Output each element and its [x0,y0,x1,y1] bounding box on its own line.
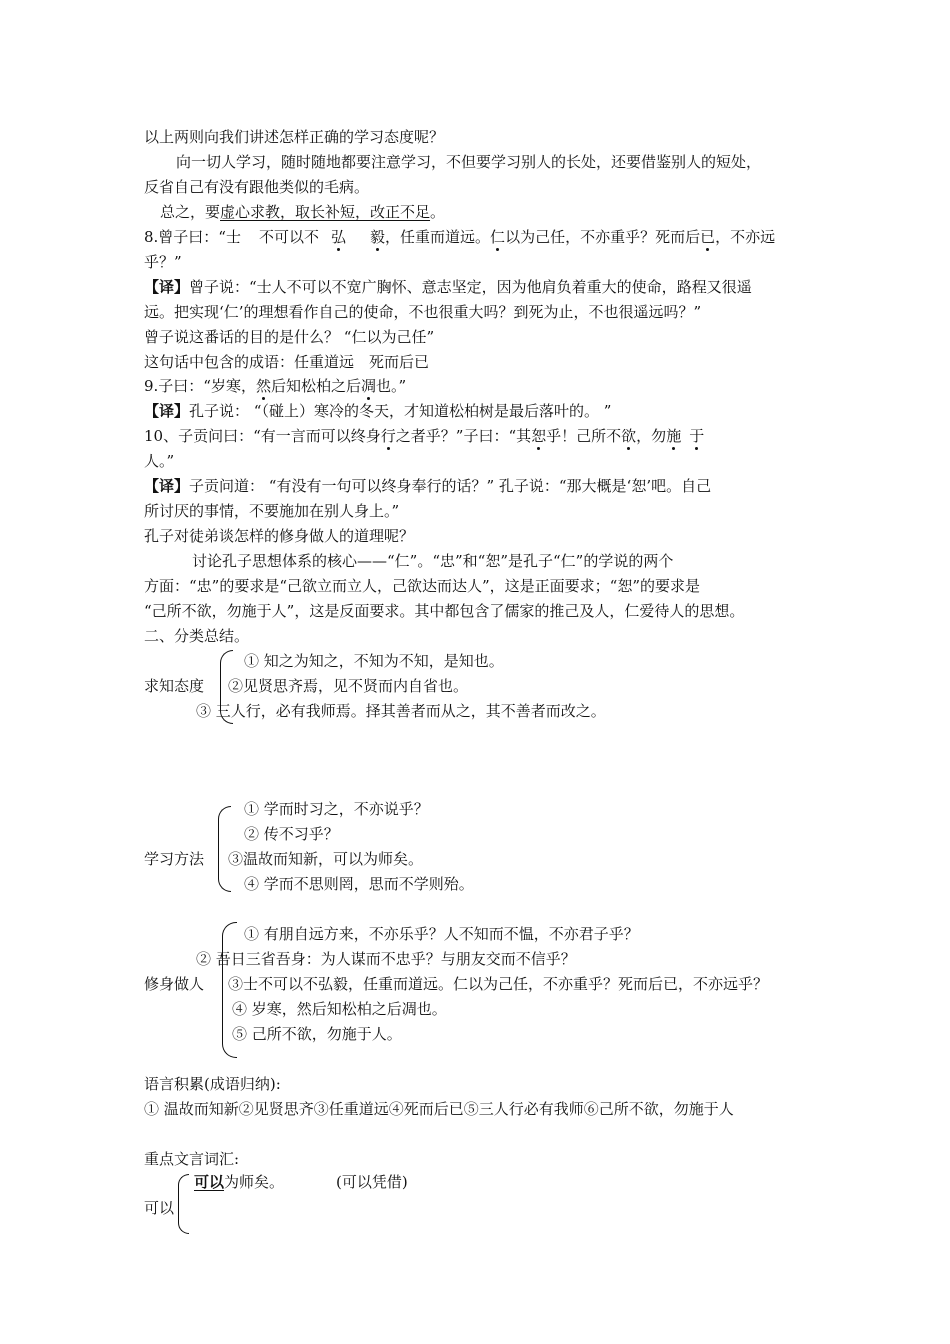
group2-item: ③温故而知新，可以为师矣。 [228,850,424,868]
translation-8-line2: 远。把实现‘仁’的理想看作自己的使命，不也很重大吗？到死为止，不也很遥远吗？” [144,303,702,321]
discussion-line2: 方面：“忠”的要求是“己欲立而立人，己欲达而达人”，这是正面要求；“恕”的要求是 [144,577,701,595]
vocab-label: 可以 [144,1199,175,1217]
translation-9 [144,401,611,421]
group1-label: 求知态度 [144,677,205,695]
dotted-char: 弘 [331,228,347,246]
answer-paragraph-line1: 向一切人学习，随时随地都要注意学习，不但要学习别人的长处，还要借鉴别人的短处， [176,153,762,171]
group2-item: ④ 学而不思则罔，思而不学则殆。 [244,875,474,893]
dotted-char: 恕 [531,427,547,445]
translation-tag: 【译】 [144,278,190,296]
vocab-keyword: 可以 [194,1173,225,1191]
quote-10-part: 之者乎？”子曰：“其 [395,427,532,445]
summary-prefix: 总之，要 [160,203,221,221]
quote-10-part: 10、子贡问曰：“有一言而可以终身 [144,427,381,445]
group1-item: ②见贤思齐焉，见不贤而内自省也。 [228,677,469,695]
section-2-title: 二、分类总结。 [144,627,250,645]
summary-line [160,202,445,222]
quote-8-part: 8.曾子曰：“士 [144,228,241,246]
translation-text: 子贡问道： “有没有一句可以终身奉行的话？” 孔子说：“那大概是‘恕’吧。自己 [189,477,712,495]
translation-text: 孔子说： “（碰上）寒冷的冬天，才知道松柏树是最后落叶的。 ” [189,402,612,420]
group2-label: 学习方法 [144,850,205,868]
vocab-example-text: 为师矣。 [224,1173,285,1191]
vocab-gloss: (可以凭借) [336,1173,408,1191]
question-8-purpose: 曾子说这番话的目的是什么？ “仁以为己任” [144,328,435,346]
vocab-example [194,1172,284,1192]
dotted-char: 凋 [361,377,377,395]
group3-item: ④ 岁寒，然后知松柏之后凋也。 [232,1000,447,1018]
group2-item: ② 传不习乎？ [244,825,339,843]
quote-8-line2: 乎？” [144,253,182,271]
answer-paragraph-line2: 反省自己有没有跟他类似的毛病。 [144,178,370,196]
group3-item: ③士不可以不弘毅，任重而道远。仁以为己任，不亦重乎？死而后已，不亦远乎？ [228,975,769,993]
quote-9-part: 也。” [376,377,407,395]
group3-item: ① 有朋自远方来，不亦乐乎？人不知而不愠，不亦君子乎？ [244,925,639,943]
question-10: 孔子对徒弟谈怎样的修身做人的道理呢？ [144,527,415,545]
idioms-8: 这句话中包含的成语：任重道远 死而后已 [144,353,430,371]
quote-9-part: 9.子曰：“岁寒， [144,377,256,395]
group3-item: ⑤ 己所不欲，勿施于人。 [232,1025,402,1043]
dotted-char: 行 [380,427,396,445]
group3-label: 修身做人 [144,975,205,993]
quote-10-line1 [144,426,704,446]
quote-8-line1 [144,227,775,247]
translation-tag: 【译】 [144,402,190,420]
dotted-char: 毅 [370,228,386,246]
vocabulary-title: 重点文言词汇: [144,1150,240,1168]
dotted-char: 施 [666,427,682,445]
summary-suffix: 。 [430,203,446,221]
quote-9 [144,376,406,396]
discussion-line1: 讨论孔子思想体系的核心——“仁”。“忠”和“恕”是孔子“仁”的学说的两个 [192,552,674,570]
translation-text: 曾子说：“士人不可以不宽广胸怀、意志坚定，因为他肩负着重大的使命，路程又很遥 [189,278,752,296]
brace-vocab [178,1174,189,1234]
group2-item: ① 学而时习之，不亦说乎？ [244,800,429,818]
group3-item: ② 吾日三省吾身：为人谋而不忠乎？与朋友交而不信乎？ [196,950,576,968]
translation-10-line1 [144,476,711,496]
dotted-char: 于 [689,427,705,445]
quote-10-part: ，勿 [636,427,667,445]
quote-10-line2: 人。” [144,452,175,470]
group1-item: ③ 三人行，必有我师焉。择其善者而从之，其不善者而改之。 [196,702,606,720]
translation-8-line1 [144,277,752,297]
group1-item: ① 知之为知之，不知为不知，是知也。 [244,652,504,670]
quote-8-part: ，不亦远 [715,228,776,246]
translation-tag: 【译】 [144,477,190,495]
language-accumulation-title: 语言积累(成语归纳): [144,1075,281,1093]
quote-8-part: ，任重而道远。 [385,228,491,246]
discussion-line3: “己所不欲，勿施于人”，这是反面要求。其中都包含了儒家的推己及人，仁爱待人的思想。 [144,602,745,620]
dotted-char: 已 [700,228,716,246]
quote-10-part: 乎！己所不 [546,427,622,445]
quote-9-part: 后知松柏之后 [271,377,362,395]
language-accumulation-items: ① 温故而知新②见贤思齐③任重道远④死而后已⑤三人行必有我师⑥己所不欲，勿施于人 [144,1100,734,1118]
dotted-char: 仁 [490,228,506,246]
quote-8-part: 以为己任，不亦重乎？死而后 [505,228,701,246]
question-learning-attitude: 以上两则向我们讲述怎样正确的学习态度呢？ [144,128,445,146]
dotted-char: 然 [255,377,271,395]
quote-8-part: 不可以不 [258,228,319,246]
dotted-char: 欲 [621,427,637,445]
translation-10-line2: 所讨厌的事情，不要施加在别人身上。” [144,502,400,520]
summary-underlined: 虚心求教，取长补短，改正不足 [220,203,431,221]
